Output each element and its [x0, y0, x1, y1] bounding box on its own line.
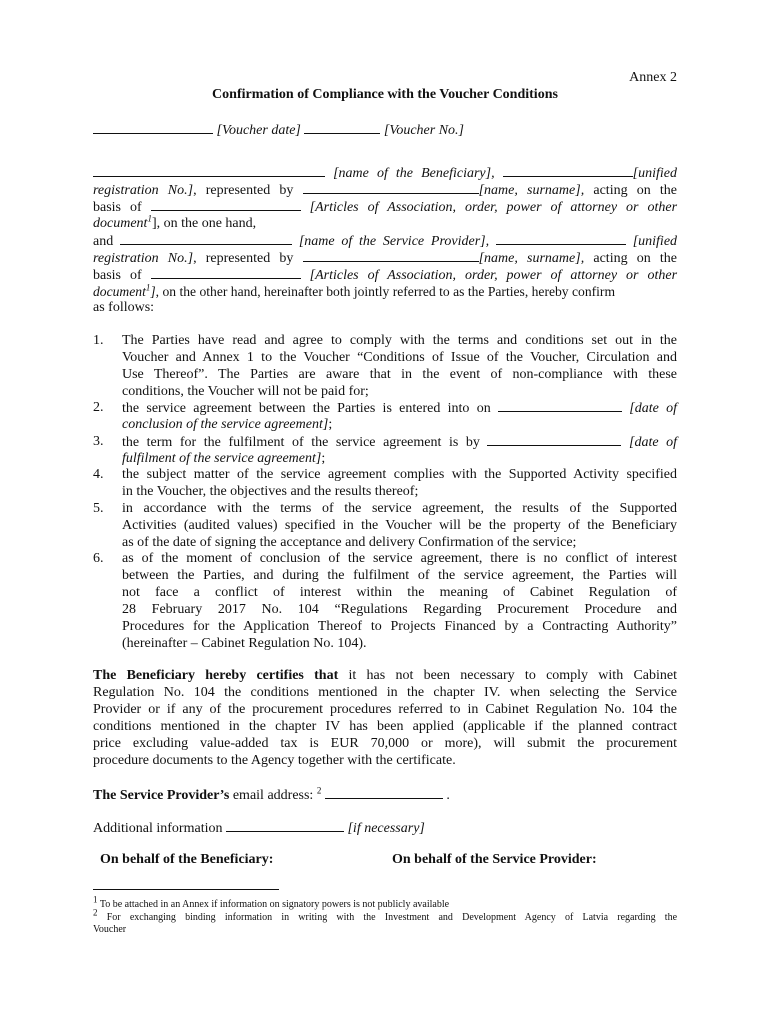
item-1-line: The Parties have read and agree to comply with the terms and conditions set out in the: [122, 333, 677, 348]
certify-line: [93, 668, 677, 685]
voucher-no-label: [Voucher No.]: [383, 123, 465, 138]
beneficiary-name-field[interactable]: [93, 165, 325, 177]
represented-by-text: , represented by: [193, 251, 294, 266]
item-number: 1.: [93, 333, 104, 348]
item-6-line: Procedures for the Application Thereof to Projects Financed by a Contracting Authority”: [122, 619, 677, 634]
footnote-1: [93, 894, 677, 912]
footnote-divider: [93, 889, 279, 890]
beneficiary-reg-field[interactable]: [503, 165, 633, 177]
email-label: email address:: [229, 788, 317, 803]
parties-line-8: [93, 284, 677, 301]
provider-reg-field[interactable]: [496, 233, 626, 245]
email-field[interactable]: [325, 787, 443, 799]
articles-label: [Articles of Association, order, power of attorney or other: [309, 200, 678, 215]
item-number: 4.: [93, 467, 104, 482]
provider-name-field[interactable]: [120, 233, 292, 245]
basis-of-text: basis of: [93, 200, 142, 215]
unified-label: [unified: [632, 234, 678, 249]
provider-basis-field[interactable]: [151, 267, 301, 279]
unified-label: [unified: [632, 166, 678, 181]
articles-label: [Articles of Association, order, power of attorney or other: [309, 268, 678, 283]
footnote-number: 2: [93, 907, 98, 918]
acting-on-text: acting on the: [593, 251, 678, 266]
item-5-line: Activities (audited values) specified in the Voucher will be the property of the Beneficiary: [122, 518, 677, 533]
reg-no-label: registration No.]: [93, 251, 194, 266]
acting-on-text: acting on the: [593, 183, 678, 198]
fulfilment-date-field[interactable]: [487, 434, 621, 446]
fulfilment-label: fulfilment of the service agreement]: [122, 451, 322, 466]
footnote-ref-2[interactable]: 2: [316, 785, 322, 796]
item-6-line: between the Parties, and during the fulfilment of the service agreement, the Parties will: [122, 568, 677, 583]
item-4-line: in the Voucher, the objectives and the results thereof;: [122, 484, 419, 499]
semicolon: ;: [328, 417, 333, 432]
represented-by-text: , represented by: [193, 183, 294, 198]
bracket-close: ]: [150, 284, 156, 299]
parties-line-7: [93, 267, 677, 285]
and-text: and: [93, 234, 114, 249]
item-1-line: conditions, the Voucher will not be paid for;: [122, 384, 369, 399]
parties-line-4: [93, 213, 677, 233]
certify-line: Provider or if any of the procurement procedures referred to in Cabinet Regulation No. 104 the: [93, 702, 677, 717]
document-title: Confirmation of Compliance with the Voucher Conditions: [212, 87, 558, 102]
item-number: 3.: [93, 434, 104, 449]
name-surname-label: [name, surname],: [478, 183, 585, 198]
item-2-line: [122, 417, 677, 434]
item-2-line: [122, 400, 677, 418]
parties-line-2: [93, 182, 677, 200]
parties-line-1: [93, 165, 677, 183]
semicolon: ;: [321, 451, 326, 466]
basis-of-text: basis of: [93, 268, 142, 283]
item-3-line: [122, 434, 677, 452]
item-5-line: in accordance with the terms of the service agreement, the results of the Supported: [122, 501, 677, 516]
item-3-line: [122, 451, 677, 468]
certify-line: procedure documents to the Agency together with the certificate.: [93, 753, 456, 768]
item-2-text: the service agreement between the Parties is entered into on: [122, 401, 491, 416]
beneficiary-basis-field[interactable]: [151, 199, 301, 211]
voucher-line: [93, 122, 677, 140]
parties-line-5: [93, 233, 677, 251]
footnote-ref-1[interactable]: 1: [147, 213, 152, 224]
footnote-2: [93, 907, 678, 925]
certify-line: conditions mentioned in the chapter IV has been applied (applicable if the planned contract: [93, 719, 677, 734]
email-line: [93, 787, 677, 805]
beneficiary-rep-field[interactable]: [303, 182, 479, 194]
conclusion-date-field[interactable]: [498, 400, 622, 412]
email-heading: The Service Provider’s: [93, 788, 230, 803]
item-1-line: Use Thereof”. The Parties are aware that in the event of non-compliance with these: [122, 367, 677, 382]
provider-signature-label: On behalf of the Service Provider:: [392, 852, 597, 867]
other-hand-text: , on the other hand, hereinafter both jointly referred to as the Parties, hereby confirm: [155, 284, 616, 299]
additional-line: [93, 820, 677, 838]
footnote-number: 1: [93, 894, 98, 905]
footnote-text: To be attached in an Annex if information on signatory powers is not publicly available: [99, 899, 450, 910]
certify-line: price excluding value-added tax is EUR 70,000 or more), will submit the procurement: [93, 736, 677, 751]
parties-line-3: [93, 199, 677, 217]
footnote-text: For exchanging binding information in writing with the Investment and Development Agency of Latvia regarding the: [106, 912, 678, 923]
provider-rep-field[interactable]: [303, 250, 479, 262]
beneficiary-signature-label: On behalf of the Beneficiary:: [100, 852, 274, 867]
item-6-line: 28 February 2017 No. 104 “Regulations Regarding Procurement Procedure and: [122, 602, 677, 617]
voucher-date-label: [Voucher date]: [216, 123, 301, 138]
footnote-ref-1[interactable]: 1: [145, 282, 151, 293]
item-6-line: not face a conflict of interest within the meaning of Cabinet Regulation of: [122, 585, 677, 600]
item-6-line: as of the moment of conclusion of the service agreement, there is no conflict of interest: [122, 551, 677, 566]
item-number: 6.: [93, 551, 104, 566]
document-label: document: [93, 284, 146, 299]
period: .: [446, 788, 450, 803]
provider-name-label: [name of the Service Provider],: [298, 234, 490, 249]
if-necessary-label: [if necessary]: [347, 821, 425, 836]
voucher-date-field[interactable]: [93, 122, 213, 134]
item-4-line: the subject matter of the service agreement complies with the Supported Activity specified: [122, 467, 677, 482]
certify-line: Regulation No. 104 the conditions mentioned in the chapter IV. when selecting the Service: [93, 685, 677, 700]
date-of-label: [date of: [629, 435, 678, 450]
certify-text: it has not been necessary to comply with Cabinet: [338, 668, 677, 683]
footnote-2-continuation: Voucher: [93, 924, 127, 935]
beneficiary-name-label: [name of the Beneficiary],: [333, 166, 495, 181]
item-3-text: the term for the fulfilment of the service agreement is by: [122, 435, 480, 450]
item-1-line: Voucher and Annex 1 to the Voucher “Conditions of Issue of the Voucher, Circulation and: [122, 350, 677, 365]
parties-line-6: [93, 250, 677, 268]
voucher-no-field[interactable]: [304, 122, 380, 134]
certify-heading: The Beneficiary hereby certifies that: [93, 668, 339, 683]
date-of-label: [date of: [629, 401, 678, 416]
conclusion-label: conclusion of the service agreement]: [122, 417, 329, 432]
annex-label: Annex 2: [629, 70, 677, 85]
additional-label: Additional information: [93, 821, 223, 836]
item-number: 2.: [93, 400, 104, 415]
one-hand-text: ], on the one hand,: [151, 216, 257, 231]
document-label: document: [93, 216, 148, 231]
item-5-line: as of the date of signing the acceptance and delivery Confirmation of the service;: [122, 535, 577, 550]
additional-field[interactable]: [226, 820, 344, 832]
parties-line-9: as follows:: [93, 300, 155, 315]
name-surname-label: [name, surname],: [478, 251, 585, 266]
reg-no-label: registration No.]: [93, 183, 194, 198]
item-number: 5.: [93, 501, 104, 516]
item-6-line: (hereinafter – Cabinet Regulation No. 104).: [122, 636, 367, 651]
